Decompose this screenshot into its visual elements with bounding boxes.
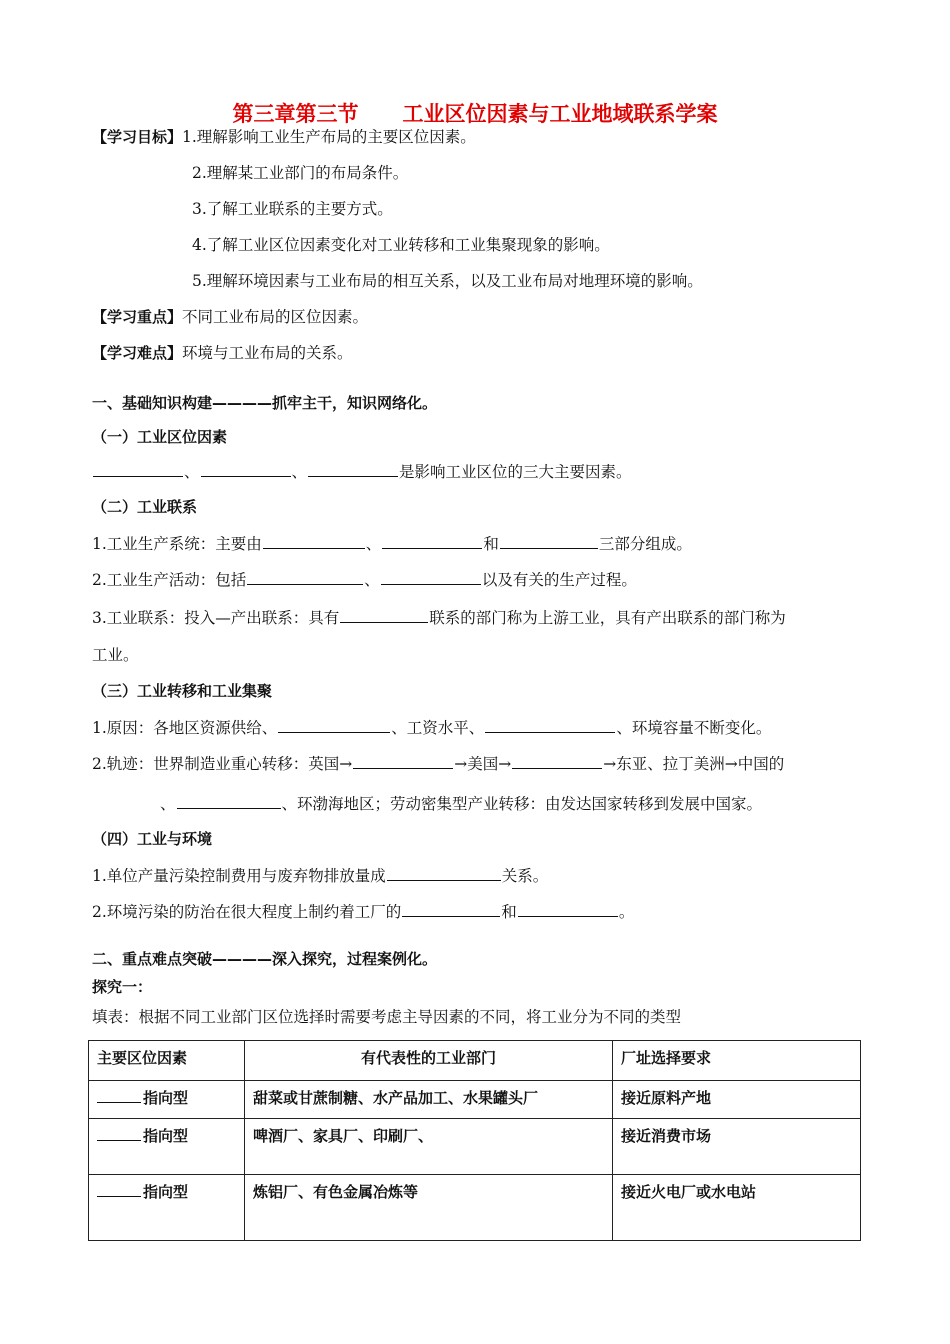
fill-blank[interactable] xyxy=(201,460,291,477)
fill-blank[interactable] xyxy=(512,752,602,769)
objective-line-1 xyxy=(92,126,476,148)
page-title xyxy=(0,98,950,128)
fill-blank[interactable] xyxy=(485,716,615,733)
fill-blank[interactable] xyxy=(278,716,390,733)
fill-blank[interactable] xyxy=(308,460,398,477)
sub2-line-1: 1.工业生产系统：主要由 、 和 三部分组成。 xyxy=(92,532,692,555)
fill-blank[interactable] xyxy=(402,900,500,917)
sub3-line-1: 1.原因：各地区资源供给、 、工资水平、 、环境容量不断变化。 xyxy=(92,716,771,739)
sub3-line-2: 2.轨迹：世界制造业重心转移：英国→ →美国→ →东亚、拉丁美洲→中国的 xyxy=(92,752,784,775)
sub3-heading: （三）工业转移和工业集聚 xyxy=(92,682,273,700)
fill-blank[interactable] xyxy=(97,1126,141,1141)
difficulty-text: 环境与工业布局的关系。 xyxy=(182,344,353,362)
sub1-fill-line: 、 、 是影响工业区位的三大主要因素。 xyxy=(92,460,632,483)
sub2-line-2: 2.工业生产活动：包括 、 以及有关的生产过程。 xyxy=(92,568,637,591)
table-cell-factor: 指向型 xyxy=(89,1175,245,1241)
sub2-heading: （二）工业联系 xyxy=(92,498,198,516)
table-cell-industries: 啤酒厂、家具厂、印刷厂、 xyxy=(245,1119,613,1175)
table-cell-requirement: 接近原料产地 xyxy=(613,1081,861,1119)
sub3-line-2-cont: 、 、环渤海地区；劳动密集型产业转移：由发达国家转移到发展中国家。 xyxy=(160,792,762,815)
fill-blank[interactable] xyxy=(518,900,618,917)
sub4-line-2: 2.环境污染的防治在很大程度上制约着工厂的 和 。 xyxy=(92,900,634,923)
table-header-row xyxy=(89,1041,861,1081)
table-row xyxy=(89,1081,861,1119)
key-point-label: 【学习重点】 xyxy=(92,308,183,326)
title-chapter: 第三章第三节 xyxy=(232,102,359,126)
fill-blank[interactable] xyxy=(93,460,183,477)
fill-blank[interactable] xyxy=(340,606,428,623)
sub2-line-3-cont: 工业。 xyxy=(92,646,139,664)
difficulty-line xyxy=(92,342,353,364)
fill-blank[interactable] xyxy=(387,864,501,881)
section1-heading: 一、基础知识构建————抓牢主干，知识网络化。 xyxy=(92,394,438,412)
explore-label: 探究一： xyxy=(92,978,153,996)
table-cell-industries: 炼铝厂、有色金属冶炼等 xyxy=(245,1175,613,1241)
sub4-line-1: 1.单位产量污染控制费用与废弃物排放量成 关系。 xyxy=(92,864,548,887)
objective-item: 2.理解某工业部门的布局条件。 xyxy=(192,164,409,182)
objective-item: 5.理解环境因素与工业布局的相互关系，以及工业布局对地理环境的影响。 xyxy=(192,272,703,290)
fill-blank[interactable] xyxy=(263,532,365,549)
objective-item: 4.了解工业区位因素变化对工业转移和工业集聚现象的影响。 xyxy=(192,236,610,254)
objective-item: 1.理解影响工业生产布局的主要区位因素。 xyxy=(182,128,476,146)
table-cell-requirement: 接近火电厂或水电站 xyxy=(613,1175,861,1241)
table-cell-requirement: 接近消费市场 xyxy=(613,1119,861,1175)
table-row xyxy=(89,1175,861,1241)
key-point-text: 不同工业布局的区位因素。 xyxy=(182,308,369,326)
difficulty-label: 【学习难点】 xyxy=(92,344,183,362)
sub1-heading: （一）工业区位因素 xyxy=(92,428,228,446)
sub2-line-3: 3.工业联系：投入—产出联系：具有 联系的部门称为上游工业，具有产出联系的部门称为 xyxy=(92,606,786,629)
table-cell-factor: 指向型 xyxy=(89,1081,245,1119)
table-cell-industries: 甜菜或甘蔗制糖、水产品加工、水果罐头厂 xyxy=(245,1081,613,1119)
fill-blank[interactable] xyxy=(97,1182,141,1197)
table-header: 主要区位因素 xyxy=(89,1041,245,1081)
fill-blank[interactable] xyxy=(353,752,453,769)
table-header: 厂址选择要求 xyxy=(613,1041,861,1081)
title-topic: 工业区位因素与工业地域联系学案 xyxy=(402,102,718,126)
location-factor-table xyxy=(88,1040,861,1241)
fill-blank[interactable] xyxy=(247,568,363,585)
fill-blank[interactable] xyxy=(381,568,481,585)
objective-item: 3.了解工业联系的主要方式。 xyxy=(192,200,393,218)
fill-blank[interactable] xyxy=(500,532,598,549)
section2-heading: 二、重点难点突破————深入探究，过程案例化。 xyxy=(92,950,438,968)
table-instruction: 填表：根据不同工业部门区位选择时需要考虑主导因素的不同，将工业分为不同的类型 xyxy=(92,1008,682,1026)
fill-blank[interactable] xyxy=(177,792,281,809)
fill-blank[interactable] xyxy=(382,532,482,549)
table-row xyxy=(89,1119,861,1175)
table-cell-factor: 指向型 xyxy=(89,1119,245,1175)
fill-blank[interactable] xyxy=(97,1088,141,1103)
table-header: 有代表性的工业部门 xyxy=(245,1041,613,1081)
objectives-label: 【学习目标】 xyxy=(92,128,183,146)
key-point-line xyxy=(92,306,368,328)
sub4-heading: （四）工业与环境 xyxy=(92,830,213,848)
